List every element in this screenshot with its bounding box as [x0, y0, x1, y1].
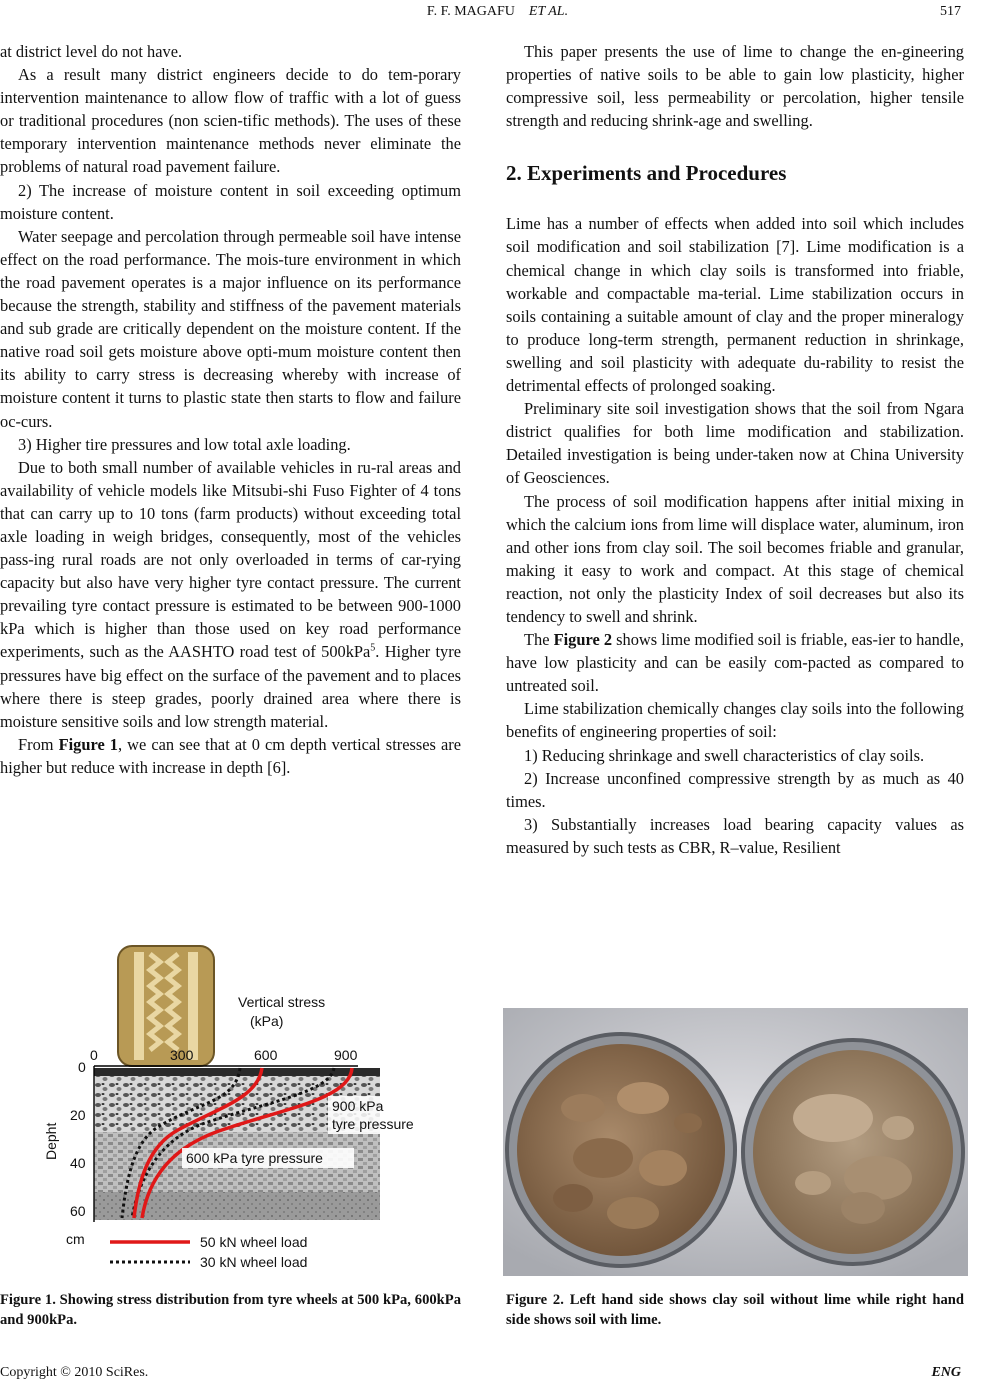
- running-title: [0, 4, 995, 20]
- legend-50kn: 50 kN wheel load: [200, 1234, 308, 1250]
- paragraph: at district level do not have.: [0, 42, 183, 61]
- right-column: [506, 40, 964, 859]
- running-header: [0, 4, 995, 24]
- figure-reference[interactable]: Figure 1: [58, 734, 118, 754]
- y-tick-20: 20: [70, 1107, 86, 1123]
- y-axis-label: Depht: [43, 1122, 59, 1160]
- soil-with-lime-sample: [743, 1040, 963, 1264]
- paragraph: 2) The increase of moisture content in soil exceeding optimum moisture content.: [0, 180, 461, 223]
- label-600-tyre-pressure: 600 kPa tyre pressure: [186, 1150, 323, 1166]
- text: shows lime modified soil is friable, eas-ier to handle, have low plasticity and can be easily com-pacted as compared to untreated soil.: [506, 630, 964, 696]
- paragraph: [506, 628, 964, 697]
- paragraph: This paper presents the use of lime to change the en-gineering properties of native soils to be able to gain low plasticity, higher compressive soil, less permeability or percolation, higher tensile strength and reducing shrink-age and swelling.: [506, 42, 964, 131]
- text: From: [18, 734, 59, 754]
- figure-2-caption: Figure 2. Left hand side shows clay soil without lime while right hand side shows soil with lime.: [506, 1292, 964, 1328]
- text: , we can see that at 0 cm depth vertical stresses are higher but reduce with increase in depth [6].: [0, 734, 461, 777]
- legend-30kn: 30 kN wheel load: [200, 1254, 308, 1270]
- paragraph: Lime has a number of effects when added into soil which includes soil modification and soil stabilization [7]. Lime modification is a chemical change in which clay soils is transformed into friable, workable and compactable ma-terial. Lime stabilization occurs in soils containing a suitable amount of clay and the proper mineralogy to produce long-term strength, permanent reduction in shrinkage, swelling and soil plasticity with adequate du-rability to resist the detrimental effects of prolonged soaking.: [506, 214, 964, 396]
- paragraph: 3) Substantially increases load bearing capacity values as measured by such tests as CBR, R–value, Resilient: [506, 814, 964, 857]
- citation-superscript: 5: [370, 642, 376, 654]
- section-heading: 2. Experiments and Procedures: [506, 161, 787, 186]
- y-tick-0: 0: [78, 1059, 86, 1075]
- copyright-notice: Copyright © 2010 SciRes.: [0, 1365, 149, 1380]
- paragraph: 3) Higher tire pressures and low total axle loading.: [18, 434, 351, 454]
- surface-layer: [94, 1068, 380, 1076]
- text: Due to both small number of available vehicles in ru-ral areas and availability of vehicle models like Mitsubi-shi Fuso Fighter of 4 tons that can carry up to 10 tons (farm products) without exceeding total axle loading in weigh bridges, consequently, most of the vehicles pass-ing rural roads are not only overloaded in terms of car-rying capacity but also have very higher tyre contact pressure. The current prevailing tyre contact pressure is estimated to be between 900-1000 kPa which is higher than those used on key road performance experiments, such as the AASHTO road test of 500kPa: [0, 457, 461, 662]
- paragraph: Water seepage and percolation through permeable soil have intense effect on the road performance. The mois-ture environment in which the road pavement operates is a major influence on its performance because the strength, stability and stiffness of the pavement materials and sub grade are critically dependent on the moisture content. If the native road soil gets moisture above opti-mum moisture content then its ability to carry stress is decreasing whereby with increase of moisture content it turns to plastic state then starts to flow and failure oc-curs.: [0, 226, 461, 431]
- vertical-stress-label: Vertical stress: [238, 994, 326, 1010]
- paragraph: 1) Reducing shrinkage and swell characteristics of clay soils.: [524, 745, 925, 765]
- paragraph: [0, 456, 461, 733]
- left-column: [0, 40, 461, 779]
- label-900-kpa: 900 kPa: [332, 1098, 384, 1114]
- author-name: F. F. MAGAFU: [426, 4, 515, 19]
- paragraph: As a result many district engineers decide to do tem-porary intervention maintenance to allow flow of traffic with a lot of guess or traditional procedures (non scien-tific methods). The uses of these temporary intervention maintenance methods never eliminate the problems of natural road pavement failure.: [0, 65, 461, 177]
- figure-2-soil-photo: [503, 1008, 968, 1276]
- unit-label: (kPa): [250, 1013, 284, 1029]
- paragraph: 2) Increase unconfined compressive strength by as much as 40 times.: [506, 768, 964, 811]
- text: . Higher tyre pressures have big effect on the surface of the pavement and to places where there is steep grades, poorly drained area where there is moisture sensitive soils and low strength material.: [0, 642, 461, 731]
- clay-without-lime-sample: [507, 1034, 735, 1266]
- x-tick-300: 300: [170, 1047, 194, 1063]
- y-unit-label: cm: [66, 1231, 85, 1247]
- figure-1-caption: Figure 1. Showing stress distribution from tyre wheels at 500 kPa, 600kPa and 900kPa.: [0, 1292, 461, 1328]
- et-al: ET AL.: [528, 4, 569, 19]
- paragraph: Preliminary site soil investigation shows that the soil from Ngara district qualifies for both lime modification and stabilization. Detailed investigation is being under-taken now at China University of Geosciences.: [506, 399, 964, 488]
- y-tick-60: 60: [70, 1203, 86, 1219]
- x-tick-600: 600: [254, 1047, 278, 1063]
- tyre-illustration: [118, 946, 214, 1066]
- paragraph: The process of soil modification happens after initial mixing in which the calcium ions from lime will displace water, aluminum, iron and other ions from clay soil. The soil becomes friable and granular, making it easy to work and compact. At this stage of chemical reaction, not only the plasticity Index of soil decreases but also its tendency to swell and shrink.: [506, 491, 964, 626]
- page-number: 517: [940, 4, 961, 19]
- paragraph: [0, 733, 461, 779]
- figure-1-stress-diagram: [38, 942, 430, 1278]
- text: The: [524, 630, 554, 650]
- figure-reference[interactable]: Figure 2: [553, 630, 613, 650]
- x-tick-900: 900: [334, 1047, 358, 1063]
- x-tick-0: 0: [90, 1047, 98, 1063]
- paragraph: Lime stabilization chemically changes clay soils into the following benefits of engineering properties of soil:: [506, 699, 964, 742]
- label-900-tyre-pressure: tyre pressure: [332, 1116, 414, 1132]
- journal-abbreviation: ENG: [931, 1365, 961, 1380]
- y-tick-40: 40: [70, 1155, 86, 1171]
